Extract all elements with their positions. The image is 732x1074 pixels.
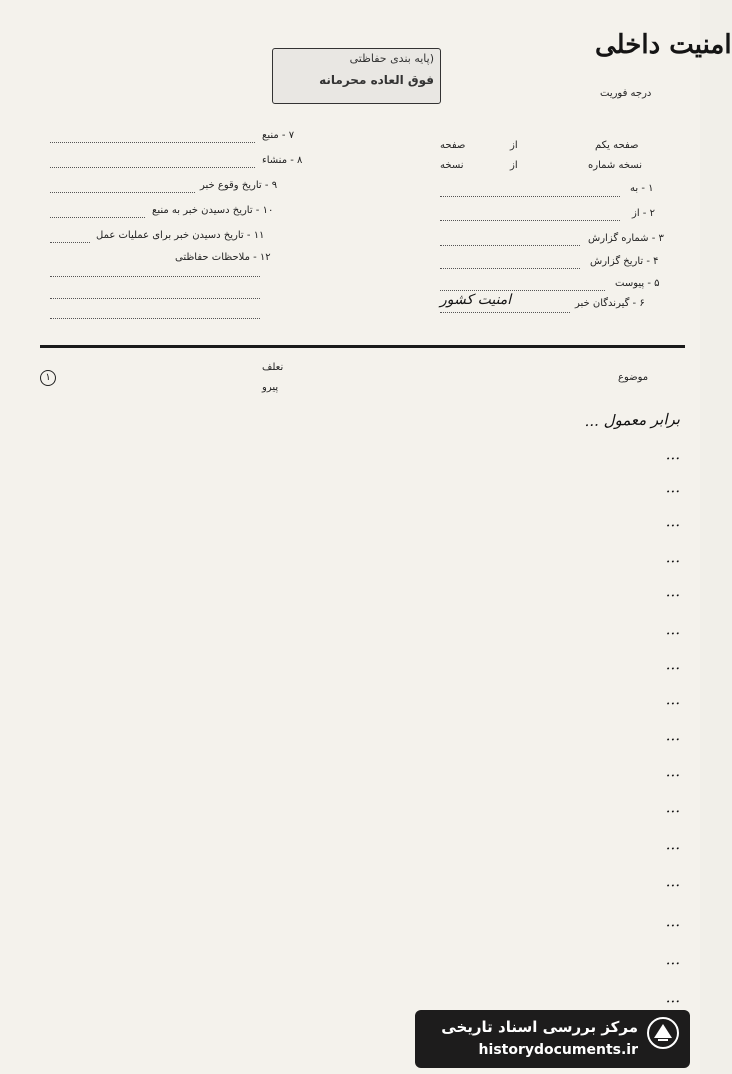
- field-suffix-page-from: از: [510, 140, 518, 151]
- body-line: ...: [665, 988, 681, 1007]
- watermark-url: historydocuments.ir: [478, 1042, 638, 1058]
- field-line-receipt-date: [50, 217, 145, 218]
- field-suffix-copy-unit: نسخه: [440, 160, 464, 171]
- body-line: ...: [665, 445, 681, 464]
- body-line: ...: [665, 655, 681, 674]
- watermark-badge: [415, 1010, 690, 1068]
- field-label-report-number: ۳ - شماره گزارش: [588, 233, 664, 244]
- body-line: ...: [665, 912, 681, 931]
- field-line-to: [440, 196, 620, 197]
- body-line: ...: [665, 582, 681, 601]
- body-line: ...: [665, 798, 681, 817]
- body-line: ...: [665, 478, 681, 497]
- field-label-to: ۱ - به: [630, 183, 654, 194]
- subject-side-label-2: پیرو: [262, 382, 279, 393]
- field-suffix-copy-from: از: [510, 160, 518, 171]
- priority-label: درجه فوریت: [600, 88, 652, 99]
- subject-side-label-1: نعلف: [262, 362, 284, 373]
- field-line-source: [50, 142, 255, 143]
- body-line: برابر معمول ...: [584, 410, 681, 430]
- field-label-source: ۷ - منبع: [262, 130, 295, 141]
- field-line-ops-date: [50, 242, 90, 243]
- field-suffix-page-unit: صفحه: [440, 140, 466, 151]
- field-line-origin: [50, 167, 255, 168]
- field-label-copy: نسخه شماره: [588, 160, 642, 171]
- field-label-report-date: ۴ - تاریخ گزارش: [590, 256, 659, 267]
- field-line-notes-3: [50, 318, 260, 319]
- field-line-notes-1: [50, 276, 260, 277]
- body-line: ...: [665, 512, 681, 531]
- paragraph-number: ۱: [40, 370, 56, 386]
- field-label-from: ۲ - از: [632, 208, 655, 219]
- field-line-notes-2: [50, 298, 260, 299]
- stamp-line-2: فوق العاده محرمانه: [319, 73, 434, 87]
- field-value-recipients: امنیت کشور: [440, 292, 512, 308]
- field-label-ops-date: ۱۱ - تاریخ دسیدن خبر برای عملیات عمل: [96, 230, 265, 241]
- classification-stamp: [272, 48, 441, 104]
- body-line: ...: [665, 762, 681, 781]
- field-line-attachment: [440, 290, 605, 291]
- watermark-name: مرکز بررسی اسناد تاریخی: [441, 1018, 638, 1036]
- body-line: ...: [665, 620, 681, 639]
- body-line: ...: [665, 548, 681, 567]
- header-divider: [40, 345, 685, 348]
- classification-title: امنیت داخلی: [595, 30, 732, 60]
- field-line-from: [440, 220, 620, 221]
- field-label-event-date: ۹ - تاریخ وقوع خبر: [200, 180, 278, 191]
- body-line: ...: [665, 835, 681, 854]
- field-line-event-date: [50, 192, 195, 193]
- field-label-recipients: ۶ - گیرندگان خبر: [575, 298, 645, 309]
- field-label-origin: ۸ - منشاء: [262, 155, 303, 166]
- field-line-report-date: [440, 268, 580, 269]
- watermark-logo-icon: [646, 1016, 680, 1050]
- field-line-report-number: [440, 245, 580, 246]
- field-label-security-notes: ۱۲ - ملاحظات حفاظتی: [175, 252, 271, 263]
- body-line: ...: [665, 872, 681, 891]
- body-line: ...: [665, 726, 681, 745]
- body-line: ...: [665, 950, 681, 969]
- body-line: ...: [665, 690, 681, 709]
- subject-label: موضوع: [618, 372, 649, 383]
- field-line-recipients: [440, 312, 570, 313]
- field-label-attachment: ۵ - پیوست: [615, 278, 660, 289]
- stamp-line-1: (پایه بندی حفاظتی: [349, 52, 434, 65]
- field-label-receipt-date: ۱۰ - تاریخ دسیدن خبر به منبع: [152, 205, 274, 216]
- field-label-page: صفحه یکم: [595, 140, 639, 151]
